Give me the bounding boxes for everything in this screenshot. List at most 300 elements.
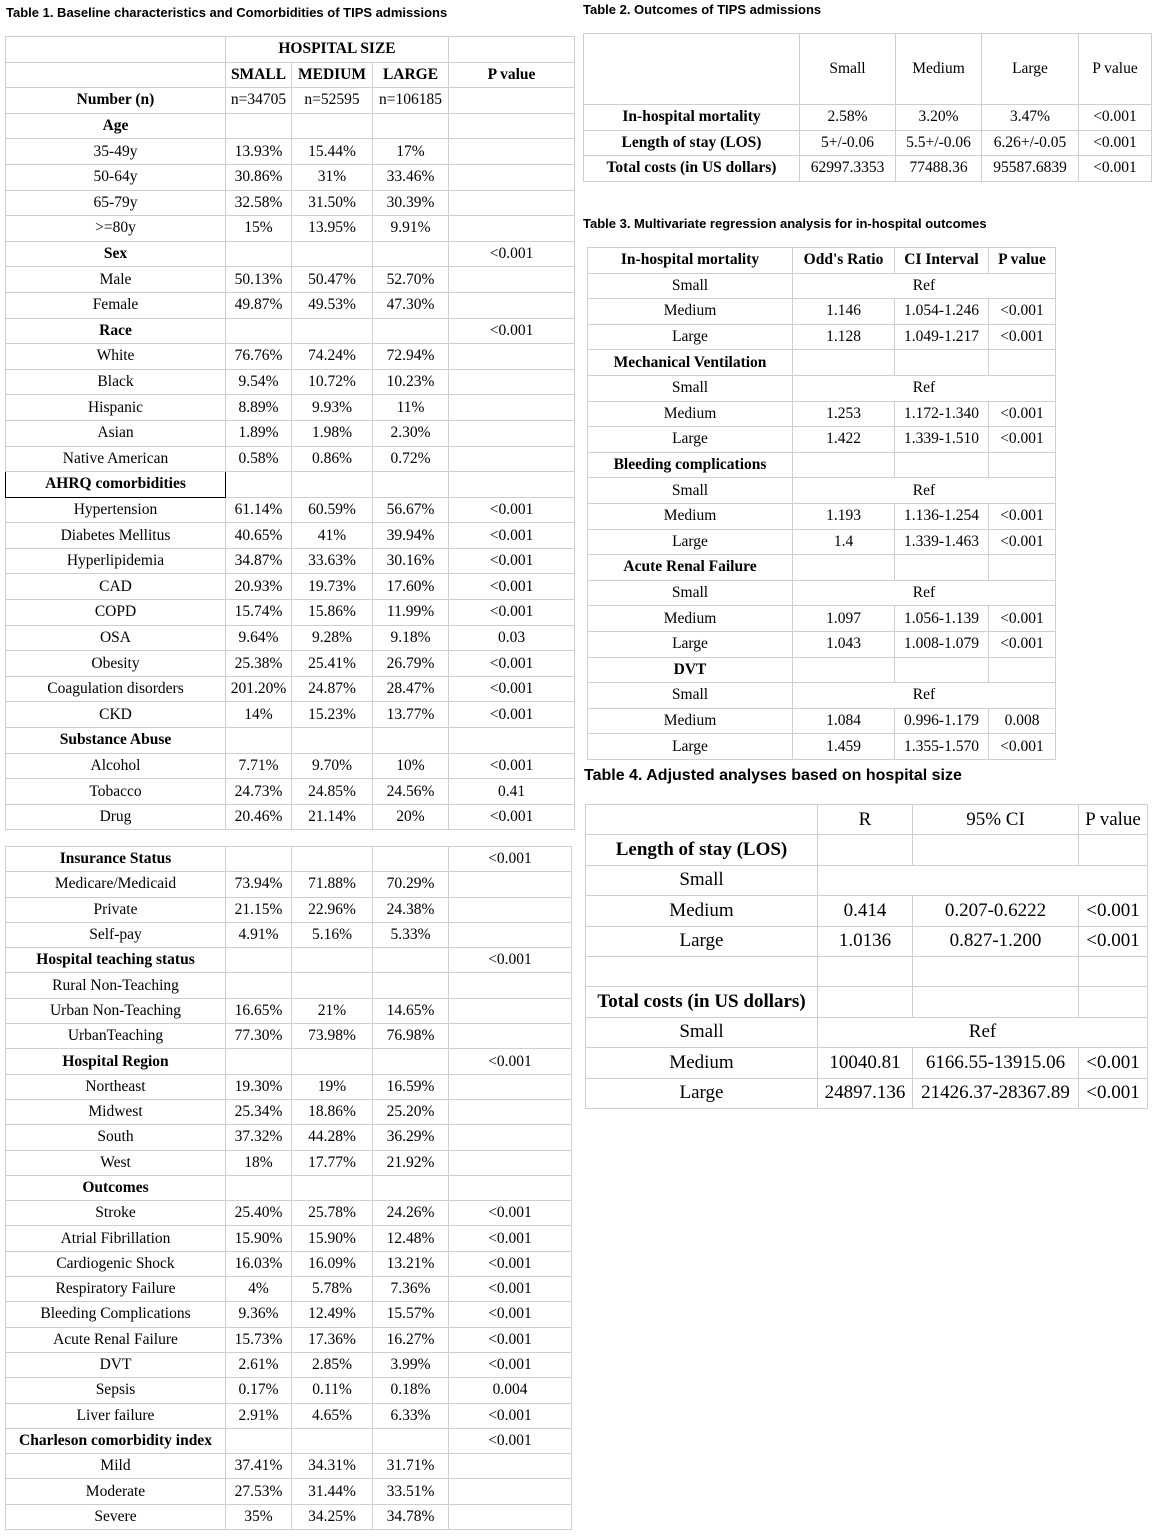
small-value: 30.86% [226, 164, 292, 190]
r-value: 24897.136 [818, 1078, 913, 1108]
medium-value: 3.20% [896, 105, 982, 131]
p-value: <0.001 [449, 1428, 572, 1453]
medium-value [292, 847, 373, 872]
section-title: Total costs (in US dollars) [586, 987, 818, 1017]
row-label: Severe [6, 1504, 226, 1529]
p-value: <0.001 [449, 1302, 572, 1327]
table3-row [588, 375, 1056, 401]
medium-value: 50.47% [292, 267, 373, 293]
large-value: 39.94% [373, 523, 449, 549]
p-value [449, 164, 575, 190]
medium-value: 31.44% [292, 1479, 373, 1504]
large-value: 9.91% [373, 216, 449, 242]
large-value: 16.59% [373, 1074, 449, 1099]
p-value: <0.001 [449, 548, 575, 574]
row-label: Small [586, 1017, 818, 1047]
table2-row [584, 130, 1152, 156]
row-label: Large [586, 926, 818, 956]
row-label: 35-49y [6, 139, 226, 165]
table1-row [6, 216, 575, 242]
table3-caption: Table 3. Multivariate regression analysis for in-hospital outcomes [583, 216, 987, 231]
table1-row [6, 1428, 572, 1453]
p-value [449, 897, 572, 922]
large-value: 11.99% [373, 600, 449, 626]
small-value: 37.41% [226, 1454, 292, 1479]
p-value: 0.004 [449, 1378, 572, 1403]
p-value [449, 139, 575, 165]
small-value: 9.36% [226, 1302, 292, 1327]
p-value: <0.001 [449, 702, 575, 728]
large-value: 14.65% [373, 998, 449, 1023]
small-value: 2.58% [800, 105, 896, 131]
row-label: Drug [6, 804, 226, 830]
table1-header-row [6, 62, 575, 88]
p-value: <0.001 [1079, 1048, 1148, 1078]
table1-row [6, 318, 575, 344]
p-value: <0.001 [449, 523, 575, 549]
row-label: Large [588, 529, 793, 555]
table1-row [6, 548, 575, 574]
p-value [449, 1504, 572, 1529]
small-value: 7.71% [226, 753, 292, 779]
medium-value: 19% [292, 1074, 373, 1099]
small-value: 0.17% [226, 1378, 292, 1403]
small-value: 15.90% [226, 1226, 292, 1251]
table2-medium-header: Medium [896, 34, 982, 105]
table4-r-header: R [818, 805, 913, 835]
table1-row [6, 1049, 572, 1074]
group-title: Mechanical Ventilation [588, 350, 793, 376]
p-value: <0.001 [989, 401, 1056, 427]
small-value: 15.73% [226, 1327, 292, 1352]
p-value [449, 728, 575, 754]
table1-hospital-size-header: HOSPITAL SIZE [226, 37, 449, 63]
medium-value [292, 973, 373, 998]
large-value [373, 1428, 449, 1453]
table1-row [6, 847, 572, 872]
row-label: CKD [6, 702, 226, 728]
odds-ratio-value: 1.253 [793, 401, 895, 427]
medium-value: n=52595 [292, 88, 373, 114]
row-label: In-hospital mortality [584, 105, 800, 131]
ci-value: 0.827-1.200 [913, 926, 1079, 956]
small-value: 8.89% [226, 395, 292, 421]
ref-value: Ref [793, 273, 1056, 299]
small-value [226, 973, 292, 998]
r-value: 0.414 [818, 896, 913, 926]
table1-row [6, 625, 575, 651]
table2 [583, 33, 1152, 182]
large-value: 30.39% [373, 190, 449, 216]
medium-value [292, 113, 373, 139]
large-value: 17.60% [373, 574, 449, 600]
medium-value: 13.95% [292, 216, 373, 242]
p-value [449, 1125, 572, 1150]
p-value: <0.001 [1079, 130, 1152, 156]
medium-value: 34.25% [292, 1504, 373, 1529]
large-value: 21.92% [373, 1150, 449, 1175]
small-value [226, 728, 292, 754]
large-value: 12.48% [373, 1226, 449, 1251]
table1-row [6, 804, 575, 830]
table1-row [6, 1251, 572, 1276]
ci-value: 1.008-1.079 [895, 631, 989, 657]
table4-row [586, 926, 1148, 956]
small-value [226, 113, 292, 139]
table1-large-header: LARGE [373, 62, 449, 88]
large-value: 15.57% [373, 1302, 449, 1327]
table1-row [6, 1302, 572, 1327]
table1-row [6, 497, 575, 523]
table3 [587, 247, 1056, 760]
medium-value: 41% [292, 523, 373, 549]
table1-row [6, 241, 575, 267]
row-label: Acute Renal Failure [6, 1327, 226, 1352]
row-label: Substance Abuse [6, 728, 226, 754]
medium-value: 73.98% [292, 1024, 373, 1049]
p-value [449, 190, 575, 216]
table3-row [588, 273, 1056, 299]
p-value: <0.001 [989, 503, 1056, 529]
small-value: 16.65% [226, 998, 292, 1023]
p-value: <0.001 [449, 948, 572, 973]
row-label: Small [588, 273, 793, 299]
large-value: 0.18% [373, 1378, 449, 1403]
table1-row [6, 472, 575, 498]
table1-row [6, 676, 575, 702]
table1-row [6, 1454, 572, 1479]
large-value: 3.47% [982, 105, 1079, 131]
row-label: Private [6, 897, 226, 922]
small-value: 15.74% [226, 600, 292, 626]
row-label: >=80y [6, 216, 226, 242]
row-label: Urban Non-Teaching [6, 998, 226, 1023]
medium-value: 0.86% [292, 446, 373, 472]
p-value: <0.001 [449, 1277, 572, 1302]
p-value: <0.001 [449, 1201, 572, 1226]
p-value: <0.001 [1079, 896, 1148, 926]
r-value: 1.0136 [818, 926, 913, 956]
row-label: Diabetes Mellitus [6, 523, 226, 549]
table4 [585, 804, 1148, 1109]
medium-value [292, 948, 373, 973]
row-label: Rural Non-Teaching [6, 973, 226, 998]
medium-value [292, 318, 373, 344]
table1-row [6, 998, 572, 1023]
odds-ratio-value: 1.043 [793, 631, 895, 657]
p-value: <0.001 [449, 1251, 572, 1276]
row-label: Large [588, 631, 793, 657]
row-label: Black [6, 369, 226, 395]
table1-row [6, 420, 575, 446]
table1-row [6, 446, 575, 472]
small-value: 20.46% [226, 804, 292, 830]
table1-row [6, 1201, 572, 1226]
p-value: <0.001 [1079, 1078, 1148, 1108]
medium-value: 0.11% [292, 1378, 373, 1403]
table2-row [584, 156, 1152, 182]
medium-value: 31% [292, 164, 373, 190]
ref-value: Ref [793, 375, 1056, 401]
large-value: 33.46% [373, 164, 449, 190]
row-label: Medium [586, 1048, 818, 1078]
p-value [449, 369, 575, 395]
ci-value: 6166.55-13915.06 [913, 1048, 1079, 1078]
p-value [449, 1074, 572, 1099]
medium-value: 21.14% [292, 804, 373, 830]
table4-ci-header: 95% CI [913, 805, 1079, 835]
large-value: 70.29% [373, 872, 449, 897]
large-value: 76.98% [373, 1024, 449, 1049]
odds-ratio-value: 1.422 [793, 427, 895, 453]
row-label: White [6, 344, 226, 370]
p-value: <0.001 [449, 241, 575, 267]
small-value: 73.94% [226, 872, 292, 897]
table3-ci-header: CI Interval [895, 248, 989, 274]
ref-value: Ref [793, 683, 1056, 709]
small-value: 32.58% [226, 190, 292, 216]
small-value: 2.91% [226, 1403, 292, 1428]
row-label: Age [6, 113, 226, 139]
table3-first-group-title: In-hospital mortality [588, 248, 793, 274]
small-value: 49.87% [226, 292, 292, 318]
p-value: <0.001 [1079, 926, 1148, 956]
p-value [449, 922, 572, 947]
table1-small-header: SMALL [226, 62, 292, 88]
small-value: 4.91% [226, 922, 292, 947]
small-value: 13.93% [226, 139, 292, 165]
p-value: <0.001 [989, 299, 1056, 325]
p-value [449, 472, 575, 498]
table1-row [6, 973, 572, 998]
table3-group-title-row [588, 555, 1056, 581]
medium-value: 15.23% [292, 702, 373, 728]
table1-row [6, 1175, 572, 1200]
small-value: 77.30% [226, 1024, 292, 1049]
p-value [449, 1099, 572, 1124]
small-value: 5+/-0.06 [800, 130, 896, 156]
p-value [449, 292, 575, 318]
medium-value: 15.44% [292, 139, 373, 165]
large-value: 0.72% [373, 446, 449, 472]
row-label: Medium [588, 401, 793, 427]
table3-group-title-row [588, 452, 1056, 478]
row-label: Northeast [6, 1074, 226, 1099]
group-title: DVT [588, 657, 793, 683]
medium-value: 12.49% [292, 1302, 373, 1327]
table1-row [6, 872, 572, 897]
row-label: DVT [6, 1352, 226, 1377]
medium-value: 25.41% [292, 651, 373, 677]
small-value: 15% [226, 216, 292, 242]
row-label: West [6, 1150, 226, 1175]
row-label: Hispanic [6, 395, 226, 421]
large-value [373, 1175, 449, 1200]
small-value: 0.58% [226, 446, 292, 472]
large-value [373, 472, 449, 498]
table1-row [6, 948, 572, 973]
medium-value: 2.85% [292, 1352, 373, 1377]
table1-row [6, 523, 575, 549]
large-value: 20% [373, 804, 449, 830]
medium-value [292, 1049, 373, 1074]
table3-header-row [588, 248, 1056, 274]
ci-value: 1.172-1.340 [895, 401, 989, 427]
medium-value: 19.73% [292, 574, 373, 600]
large-value: 47.30% [373, 292, 449, 318]
row-label: Obesity [6, 651, 226, 677]
table3-or-header: Odd's Ratio [793, 248, 895, 274]
medium-value: 15.86% [292, 600, 373, 626]
p-value: 0.41 [449, 779, 575, 805]
row-label: Female [6, 292, 226, 318]
large-value: 28.47% [373, 676, 449, 702]
large-value: 56.67% [373, 497, 449, 523]
table1-row [6, 753, 575, 779]
table4-row [586, 835, 1148, 865]
table1-pvalue-header: P value [449, 62, 575, 88]
large-value: 24.38% [373, 897, 449, 922]
row-label: Coagulation disorders [6, 676, 226, 702]
p-value: <0.001 [449, 847, 572, 872]
large-value: 11% [373, 395, 449, 421]
small-value: 24.73% [226, 779, 292, 805]
medium-value: 9.70% [292, 753, 373, 779]
p-value [449, 1479, 572, 1504]
p-value: <0.001 [1079, 105, 1152, 131]
p-value [449, 395, 575, 421]
large-value: 25.20% [373, 1099, 449, 1124]
small-value: 9.64% [226, 625, 292, 651]
small-value: 35% [226, 1504, 292, 1529]
large-value [373, 318, 449, 344]
row-label: Medium [588, 299, 793, 325]
table3-row [588, 606, 1056, 632]
p-value: <0.001 [1079, 156, 1152, 182]
large-value: 33.51% [373, 1479, 449, 1504]
p-value: <0.001 [449, 600, 575, 626]
row-label: Medium [588, 503, 793, 529]
table1-row [6, 190, 575, 216]
odds-ratio-value: 1.193 [793, 503, 895, 529]
table1-row [6, 1403, 572, 1428]
table1-row [6, 1074, 572, 1099]
small-value [226, 241, 292, 267]
odds-ratio-value: 1.084 [793, 708, 895, 734]
small-value [226, 1049, 292, 1074]
row-label: Total costs (in US dollars) [584, 156, 800, 182]
p-value [449, 267, 575, 293]
row-label: Moderate [6, 1479, 226, 1504]
small-value: 76.76% [226, 344, 292, 370]
table1-row [6, 1504, 572, 1529]
p-value: <0.001 [449, 1352, 572, 1377]
medium-value: 71.88% [292, 872, 373, 897]
medium-value: 18.86% [292, 1099, 373, 1124]
row-label: Hospital teaching status [6, 948, 226, 973]
large-value: 6.33% [373, 1403, 449, 1428]
small-value: 40.65% [226, 523, 292, 549]
small-value: 25.34% [226, 1099, 292, 1124]
table2-large-header: Large [982, 34, 1079, 105]
table1-row [6, 395, 575, 421]
medium-value: 17.77% [292, 1150, 373, 1175]
table4-pvalue-header: P value [1079, 805, 1148, 835]
ci-value: 1.054-1.246 [895, 299, 989, 325]
medium-value: 5.5+/-0.06 [896, 130, 982, 156]
small-value: 16.03% [226, 1251, 292, 1276]
table1-row [6, 1125, 572, 1150]
table3-row [588, 427, 1056, 453]
large-value [373, 113, 449, 139]
small-value: 61.14% [226, 497, 292, 523]
row-label: Small [588, 375, 793, 401]
row-label: Liver failure [6, 1403, 226, 1428]
medium-value: 21% [292, 998, 373, 1023]
large-value: 2.30% [373, 420, 449, 446]
table1-continued [5, 846, 572, 1530]
small-value: 19.30% [226, 1074, 292, 1099]
large-value: 24.56% [373, 779, 449, 805]
row-label: Medium [588, 606, 793, 632]
table1-medium-header: MEDIUM [292, 62, 373, 88]
medium-value: 1.98% [292, 420, 373, 446]
large-value: 31.71% [373, 1454, 449, 1479]
row-label: Alcohol [6, 753, 226, 779]
odds-ratio-value: 1.459 [793, 734, 895, 760]
p-value: <0.001 [989, 631, 1056, 657]
table1-row [6, 1327, 572, 1352]
table2-caption: Table 2. Outcomes of TIPS admissions [583, 2, 822, 17]
table1-row [6, 292, 575, 318]
p-value [449, 973, 572, 998]
large-value: 13.21% [373, 1251, 449, 1276]
row-label: OSA [6, 625, 226, 651]
odds-ratio-value: 1.097 [793, 606, 895, 632]
small-value: 25.40% [226, 1201, 292, 1226]
table3-row [588, 529, 1056, 555]
large-value: 13.77% [373, 702, 449, 728]
small-value: 34.87% [226, 548, 292, 574]
table1-row [6, 897, 572, 922]
p-value: <0.001 [449, 574, 575, 600]
row-label: Bleeding Complications [6, 1302, 226, 1327]
p-value [449, 344, 575, 370]
small-value: 37.32% [226, 1125, 292, 1150]
row-label: Medicare/Medicaid [6, 872, 226, 897]
p-value [449, 88, 575, 114]
ci-value: 1.136-1.254 [895, 503, 989, 529]
large-value: 10% [373, 753, 449, 779]
large-value [373, 973, 449, 998]
medium-value: 5.78% [292, 1277, 373, 1302]
table3-row [588, 401, 1056, 427]
row-label: Large [588, 324, 793, 350]
p-value: <0.001 [449, 651, 575, 677]
small-value: 2.61% [226, 1352, 292, 1377]
medium-value [292, 728, 373, 754]
table1-row [6, 651, 575, 677]
small-value: 4% [226, 1277, 292, 1302]
row-label: Large [586, 1078, 818, 1108]
medium-value: 15.90% [292, 1226, 373, 1251]
p-value: <0.001 [989, 427, 1056, 453]
row-label: Small [588, 683, 793, 709]
p-value: <0.001 [449, 1226, 572, 1251]
p-value [449, 998, 572, 1023]
large-value: 26.79% [373, 651, 449, 677]
medium-value: 60.59% [292, 497, 373, 523]
